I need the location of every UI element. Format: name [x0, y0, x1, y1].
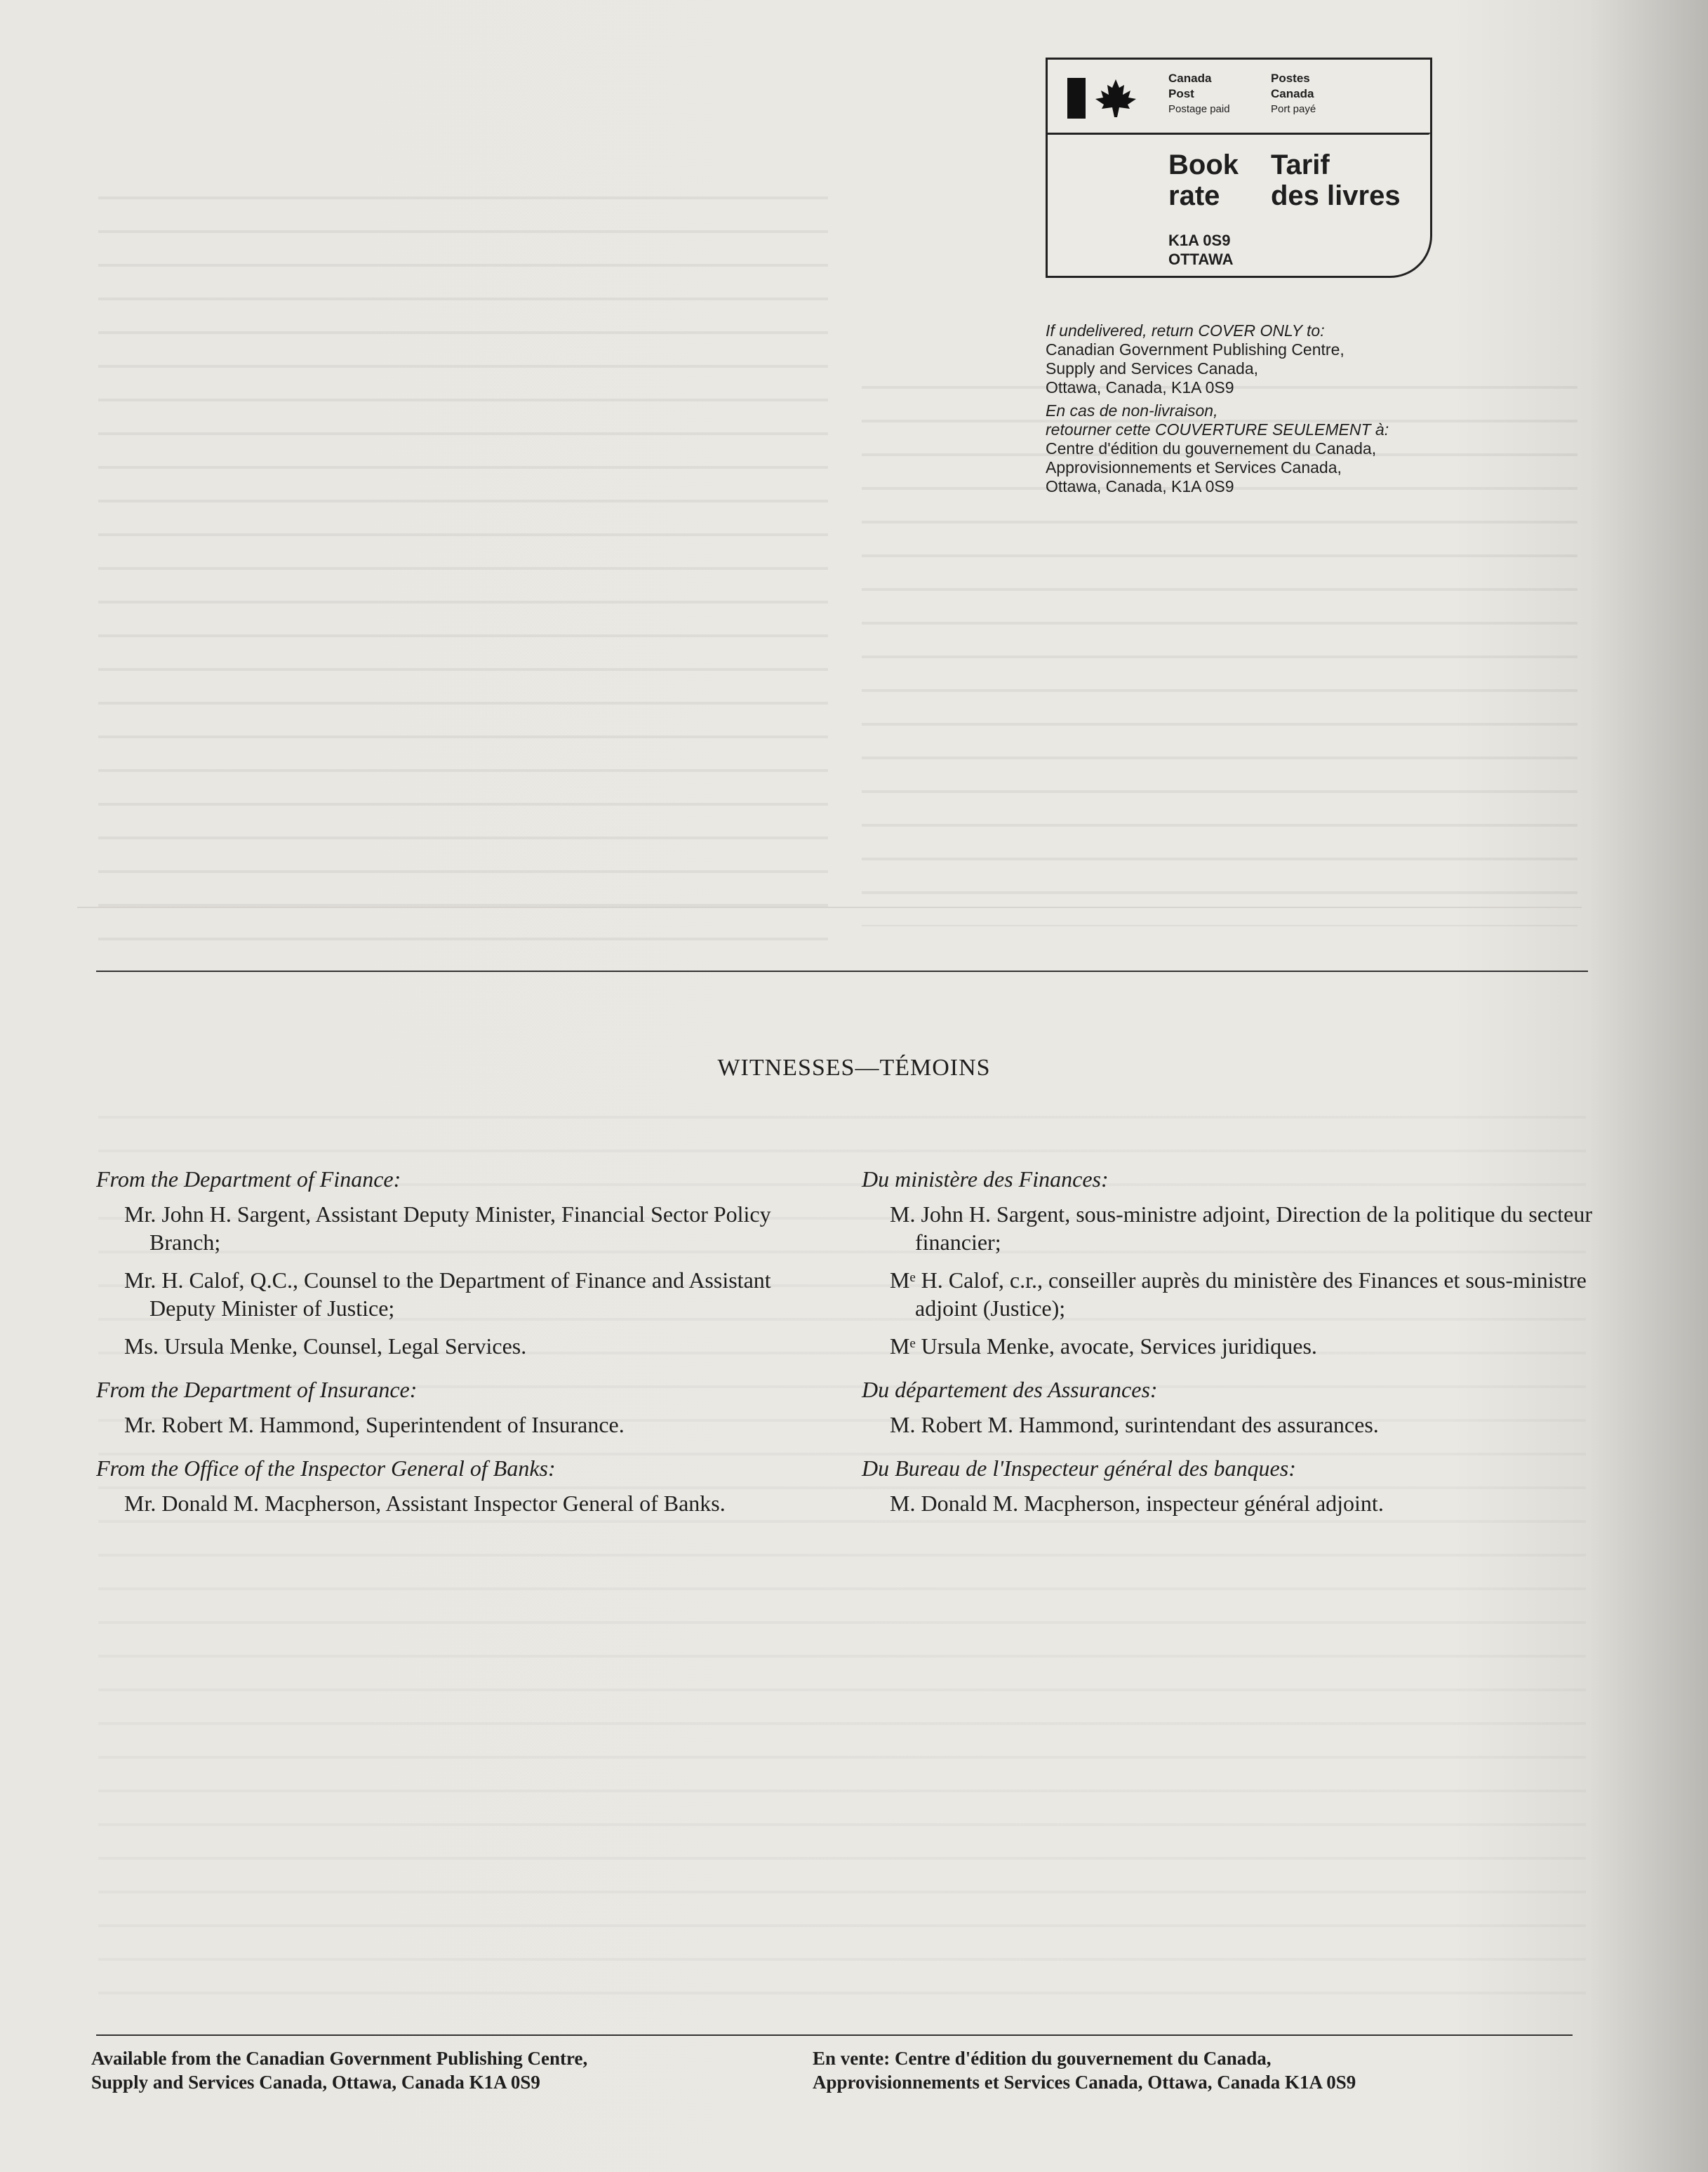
witness-entry: Mr. Robert M. Hammond, Superintendent of Insurance.: [124, 1412, 625, 1437]
witness-group: [96, 1165, 840, 1360]
department-heading: Du ministère des Finances:: [862, 1166, 1109, 1192]
book-rate-line2: rate: [1168, 180, 1220, 211]
return-heading-fr-1: En cas de non-livraison,: [1046, 401, 1218, 420]
section-divider: [96, 971, 1588, 972]
witness-entry: M. Robert M. Hammond, surintendant des assurances.: [890, 1412, 1379, 1437]
witnesses-english-column: [96, 1165, 840, 1533]
postage-address: [1168, 231, 1233, 269]
postage-names-english: [1168, 71, 1230, 117]
bleed-through-rule: [77, 907, 1582, 908]
witness-group: [862, 1165, 1606, 1360]
witness-entry: M. Donald M. Macpherson, inspecteur général adjoint.: [890, 1491, 1384, 1516]
canada-post-logo: [1067, 78, 1166, 119]
return-notice-english: [1046, 321, 1523, 397]
return-line-fr-2: Approvisionnements et Services Canada,: [1046, 458, 1342, 477]
postes-label: Postes: [1271, 72, 1310, 85]
return-line-fr-3: Ottawa, Canada, K1A 0S9: [1046, 477, 1234, 495]
witness-entry: Mr. John H. Sargent, Assistant Deputy Minister, Financial Sector Policy Branch;: [124, 1201, 771, 1255]
canada-fr-label: Canada: [1271, 87, 1314, 100]
postage-divider: [1048, 133, 1430, 135]
return-line-en-3: Ottawa, Canada, K1A 0S9: [1046, 378, 1234, 397]
book-rate-french: [1271, 149, 1401, 211]
return-heading-fr-2: retourner cette COUVERTURE SEULEMENT à:: [1046, 420, 1389, 439]
return-notice-french: [1046, 401, 1523, 496]
department-heading: From the Office of the Inspector General of Banks:: [96, 1455, 556, 1481]
footer-fr-line2: Approvisionnements et Services Canada, Ottawa, Canada K1A 0S9: [813, 2072, 1356, 2093]
postage-names-french: [1271, 71, 1316, 117]
department-heading: Du Bureau de l'Inspecteur général des banques:: [862, 1455, 1296, 1481]
witnesses-title: WITNESSES—TÉMOINS: [717, 1055, 991, 1081]
department-heading: Du département des Assurances:: [862, 1377, 1158, 1402]
post-label: Post: [1168, 87, 1194, 100]
witness-entry: Mᵉ H. Calof, c.r., conseiller auprès du ministère des Finances et sous-ministre adjoint (Justice);: [890, 1267, 1587, 1321]
footer-fr-line1: En vente: Centre d'édition du gouvernement du Canada,: [813, 2048, 1272, 2069]
witnesses-french-column: [862, 1165, 1606, 1533]
postal-code: K1A 0S9: [1168, 232, 1231, 249]
return-line-fr-1: Centre d'édition du gouvernement du Canada,: [1046, 439, 1377, 458]
tarif-line1: Tarif: [1271, 149, 1330, 180]
footer-french: [813, 2046, 1584, 2094]
return-notice: [1046, 321, 1523, 500]
witness-entry: Ms. Ursula Menke, Counsel, Legal Services.: [124, 1333, 527, 1359]
logo-bar: [1067, 78, 1086, 119]
footer-divider: [96, 2034, 1573, 2036]
book-rate-english: [1168, 149, 1239, 211]
port-paye-label: Port payé: [1271, 103, 1316, 115]
witness-entry: M. John H. Sargent, sous-ministre adjoint, Direction de la politique du secteur financier;: [890, 1201, 1593, 1255]
return-line-en-2: Supply and Services Canada,: [1046, 359, 1259, 378]
department-heading: From the Department of Finance:: [96, 1166, 401, 1192]
witness-group: [862, 1454, 1606, 1517]
city: OTTAWA: [1168, 251, 1234, 268]
witness-group: [862, 1375, 1606, 1439]
witness-entry: Mᵉ Ursula Menke, avocate, Services juridiques.: [890, 1333, 1317, 1359]
footer-en-line2: Supply and Services Canada, Ottawa, Canada K1A 0S9: [91, 2072, 540, 2093]
witness-group: [96, 1375, 840, 1439]
postage-indicia: [1046, 58, 1432, 278]
canada-label: Canada: [1168, 72, 1212, 85]
department-heading: From the Department of Insurance:: [96, 1377, 418, 1402]
footer-en-line1: Available from the Canadian Government Publishing Centre,: [91, 2048, 588, 2069]
return-heading-en: If undelivered, return COVER ONLY to:: [1046, 321, 1325, 340]
maple-leaf-icon: [1093, 78, 1139, 119]
tarif-line2: des livres: [1271, 180, 1401, 211]
return-line-en-1: Canadian Government Publishing Centre,: [1046, 340, 1345, 359]
bleed-through-text-left: [98, 175, 828, 947]
witness-group: [96, 1454, 840, 1517]
witness-entry: Mr. H. Calof, Q.C., Counsel to the Department of Finance and Assistant Deputy Minister of Justice;: [124, 1267, 771, 1321]
book-rate-line1: Book: [1168, 149, 1239, 180]
postage-paid-label: Postage paid: [1168, 103, 1230, 115]
footer-english: [91, 2046, 779, 2094]
witness-entry: Mr. Donald M. Macpherson, Assistant Inspector General of Banks.: [124, 1491, 726, 1516]
